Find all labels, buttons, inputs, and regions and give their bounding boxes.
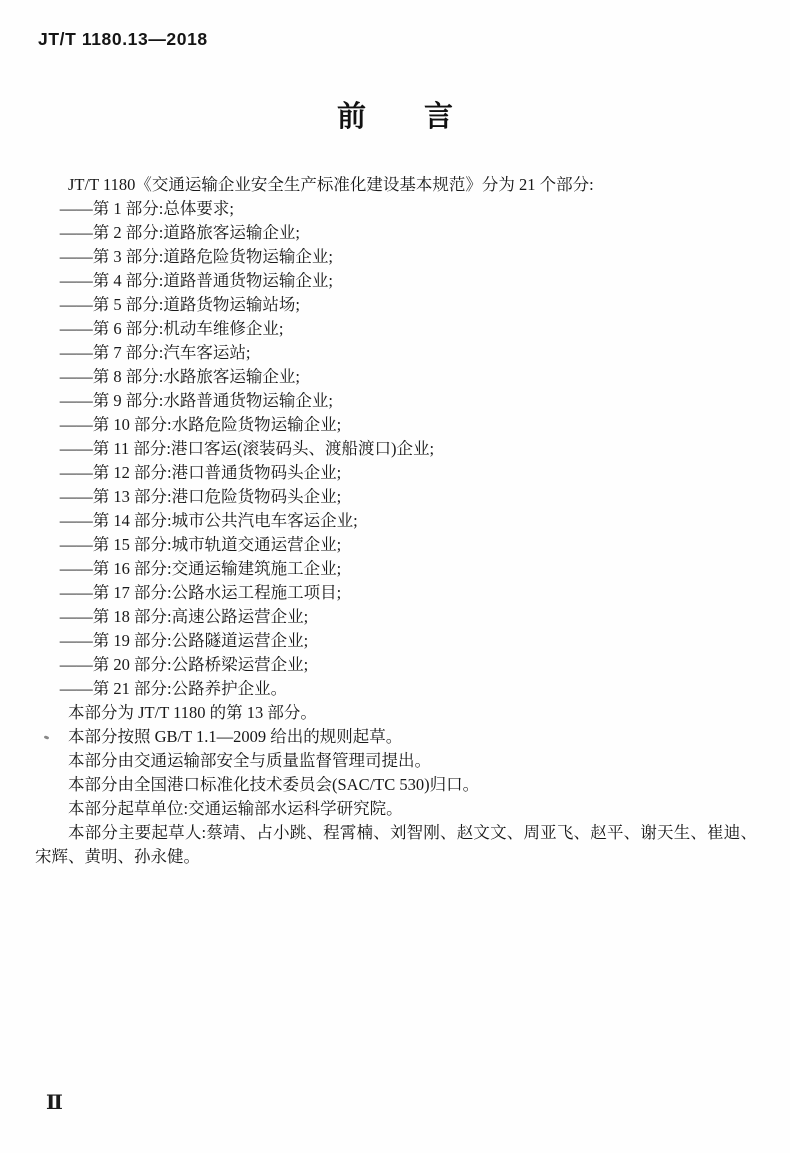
foreword-part-line: ——第 3 部分:道路危险货物运输企业; <box>59 247 333 266</box>
foreword-parts-list <box>35 197 757 701</box>
foreword-paragraph: 本部分由交通运输部安全与质量监督管理司提出。 <box>68 751 431 770</box>
foreword-part-line: ——第 2 部分:道路旅客运输企业; <box>59 223 300 242</box>
foreword-part-line: ——第 10 部分:水路危险货物运输企业; <box>59 415 342 434</box>
foreword-paragraph: 本部分主要起草人:蔡靖、占小跳、程霄楠、刘智刚、赵文文、周亚飞、赵平、谢天生、崔迪、宋辉、黄明、孙永健。 <box>35 823 757 866</box>
foreword-paragraph: 本部分起草单位:交通运输部水运科学研究院。 <box>68 799 403 818</box>
foreword-part-line: ——第 8 部分:水路旅客运输企业; <box>59 367 300 386</box>
foreword-part-line: ——第 6 部分:机动车维修企业; <box>59 319 284 338</box>
foreword-part-line: ——第 12 部分:港口普通货物码头企业; <box>59 463 342 482</box>
foreword-part-line: ——第 14 部分:城市公共汽电车客运企业; <box>59 511 358 530</box>
foreword-paragraph: 本部分为 JT/T 1180 的第 13 部分。 <box>68 703 317 722</box>
page-number: Ⅱ <box>46 1092 63 1114</box>
foreword-part-line: ——第 1 部分:总体要求; <box>59 199 234 218</box>
foreword-part-line: ——第 19 部分:公路隧道运营企业; <box>59 631 309 650</box>
foreword-paragraph: 本部分按照 GB/T 1.1—2009 给出的规则起草。 <box>68 727 403 746</box>
foreword-part-line: ——第 9 部分:水路普通货物运输企业; <box>59 391 333 410</box>
foreword-part-line: ——第 15 部分:城市轨道交通运营企业; <box>59 535 342 554</box>
foreword-body <box>35 173 757 869</box>
foreword-part-line: ——第 7 部分:汽车客运站; <box>59 343 251 362</box>
page-title: 前 言 <box>336 101 453 133</box>
foreword-part-line: ——第 5 部分:道路货物运输站场; <box>59 295 300 314</box>
foreword-paragraph: 本部分由全国港口标准化技术委员会(SAC/TC 530)归口。 <box>68 775 480 794</box>
foreword-part-line: ——第 13 部分:港口危险货物码头企业; <box>59 487 342 506</box>
foreword-intro: JT/T 1180《交通运输企业安全生产标准化建设基本规范》分为 21 个部分: <box>68 175 594 194</box>
foreword-part-line: ——第 21 部分:公路养护企业。 <box>59 679 288 698</box>
foreword-part-line: ——第 4 部分:道路普通货物运输企业; <box>59 271 333 290</box>
foreword-part-line: ——第 11 部分:港口客运(滚装码头、渡船渡口)企业; <box>59 439 435 458</box>
foreword-part-line: ——第 20 部分:公路桥梁运营企业; <box>59 655 309 674</box>
foreword-part-line: ——第 16 部分:交通运输建筑施工企业; <box>59 559 342 578</box>
foreword-part-line: ——第 18 部分:高速公路运营企业; <box>59 607 309 626</box>
standard-number: JT/T 1180.13—2018 <box>38 29 208 49</box>
foreword-part-line: ——第 17 部分:公路水运工程施工项目; <box>59 583 342 602</box>
foreword-paragraphs <box>35 701 757 869</box>
